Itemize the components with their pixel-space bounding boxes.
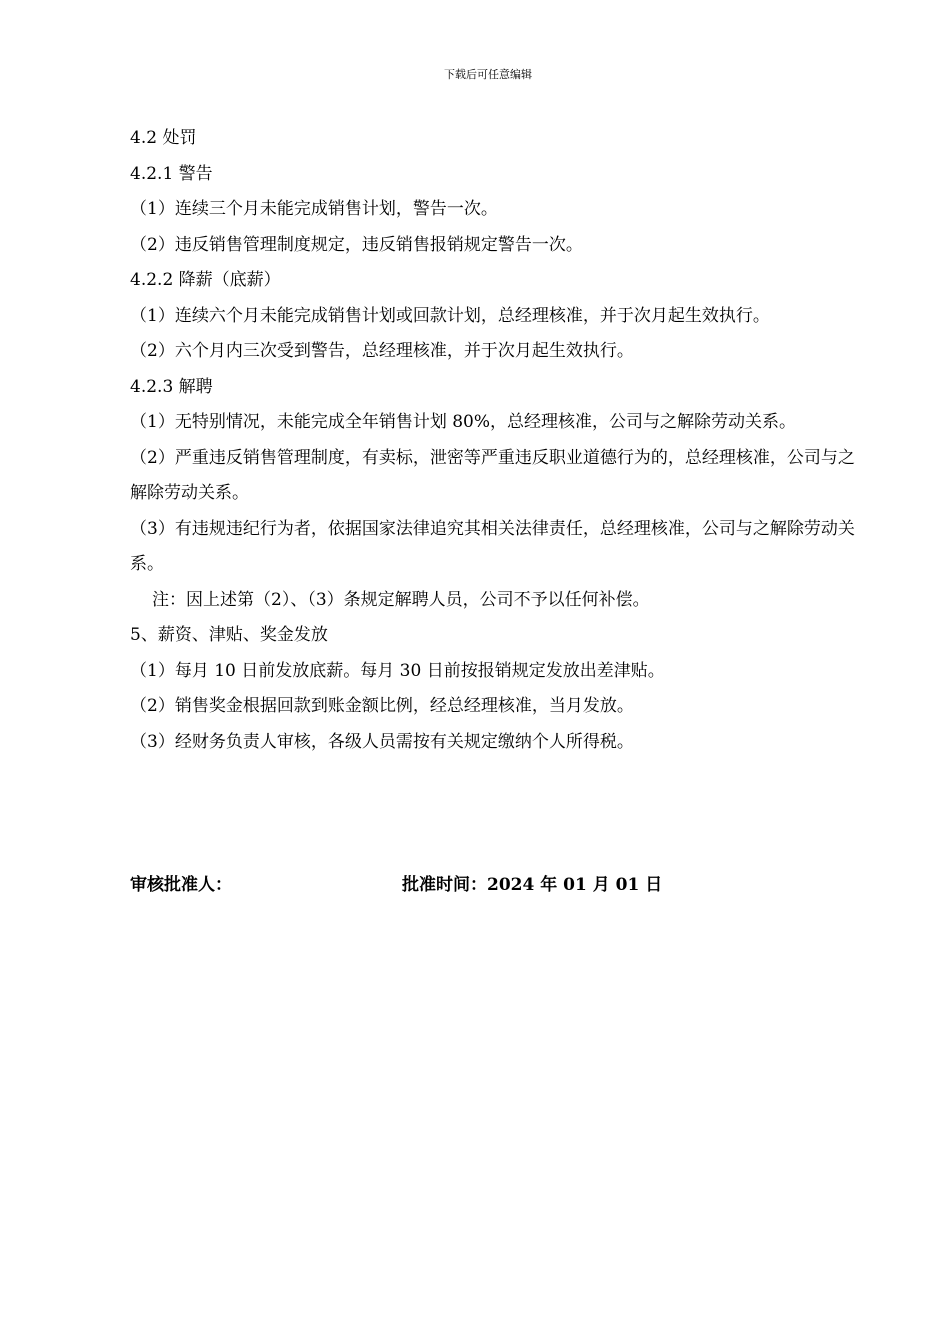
list-item: （2）销售奖金根据回款到账金额比例，经总经理核准，当月发放。	[130, 696, 634, 716]
approval-time: 批准时间：2024 年 01 月 01 日	[402, 875, 663, 895]
list-item: （2）六个月内三次受到警告，总经理核准，并于次月起生效执行。	[130, 341, 634, 361]
list-item: （1）无特别情况，未能完成全年销售计划 80%，总经理核准，公司与之解除劳动关系。	[130, 412, 797, 432]
page-header-note: 下载后可任意编辑	[444, 68, 532, 81]
section-heading: 5、薪资、津贴、奖金发放	[130, 625, 328, 645]
note-paragraph: 注：因上述第（2）、（3）条规定解聘人员，公司不予以任何补偿。	[152, 589, 650, 610]
list-item: （1）每月 10 日前发放底薪。每月 30 日前按报销规定发放出差津贴。	[130, 660, 665, 681]
list-item: （2）严重违反销售管理制度，有卖标，泄密等严重违反职业道德行为的，总经理核准，公司与之解除劳动关系。	[130, 447, 855, 503]
subsection-heading: 4.2.3 解聘	[130, 376, 213, 397]
document-body	[130, 121, 870, 760]
list-item: （1）连续六个月未能完成销售计划或回款计划，总经理核准，并于次月起生效执行。	[130, 305, 770, 326]
section-heading: 4.2 处罚	[130, 128, 197, 148]
subsection-heading: 4.2.2 降薪（底薪）	[130, 270, 281, 290]
approver-label: 审核批准人：	[130, 875, 232, 895]
list-item: （3）经财务负责人审核，各级人员需按有关规定缴纳个人所得税。	[130, 731, 634, 752]
subsection-heading: 4.2.1 警告	[130, 163, 213, 184]
signature-row	[130, 871, 870, 899]
list-item: （2）违反销售管理制度规定，违反销售报销规定警告一次。	[130, 234, 583, 255]
list-item: （1）连续三个月未能完成销售计划，警告一次。	[130, 199, 498, 219]
list-item: （3）有违规违纪行为者，依据国家法律追究其相关法律责任，总经理核准，公司与之解除劳动关系。	[130, 518, 855, 574]
